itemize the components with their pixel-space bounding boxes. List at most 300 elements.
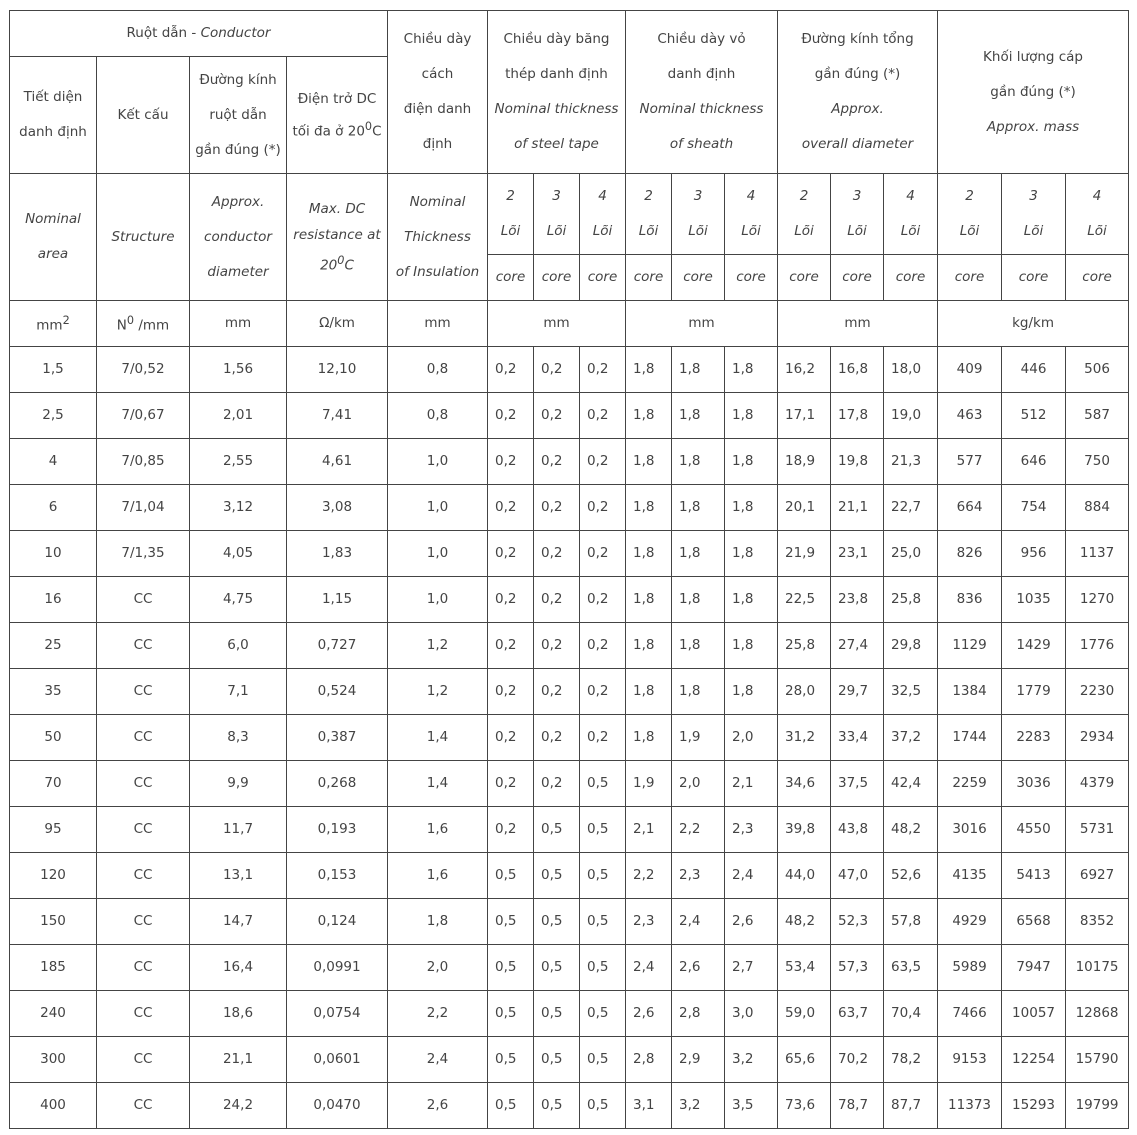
table-row xyxy=(10,623,1129,669)
cell-sheath-2: 1,8 xyxy=(626,439,672,485)
cell-mass-3: 4550 xyxy=(1002,807,1066,853)
cell-mass-2: 826 xyxy=(938,531,1002,577)
cell-sheath-2: 1,8 xyxy=(626,531,672,577)
cell-mass-4: 12868 xyxy=(1066,991,1129,1037)
cell-sheath-2: 2,3 xyxy=(626,899,672,945)
cell-sheath-3: 2,8 xyxy=(672,991,725,1037)
table-row xyxy=(10,485,1129,531)
cell-mass-2: 577 xyxy=(938,439,1002,485)
header-mass: Khối lượng cáp gần đúng (*) Approx. mass xyxy=(938,11,1129,174)
cell-overall-3: 17,8 xyxy=(831,393,884,439)
core-2-mass: 2 Lõi xyxy=(938,174,1002,255)
cell-overall-3: 27,4 xyxy=(831,623,884,669)
cell-insulation: 1,8 xyxy=(388,899,488,945)
cell-area: 185 xyxy=(10,945,97,991)
cell-sheath-4: 2,7 xyxy=(725,945,778,991)
cell-conductor-diameter: 1,56 xyxy=(190,347,287,393)
cell-conductor-diameter: 16,4 xyxy=(190,945,287,991)
cell-sheath-2: 2,8 xyxy=(626,1037,672,1083)
cell-steel-3: 0,2 xyxy=(534,577,580,623)
cell-sheath-2: 1,8 xyxy=(626,623,672,669)
cell-steel-3: 0,5 xyxy=(534,853,580,899)
table-row xyxy=(10,807,1129,853)
cell-overall-2: 73,6 xyxy=(778,1083,831,1129)
cell-steel-4: 0,2 xyxy=(580,531,626,577)
cell-overall-4: 32,5 xyxy=(884,669,938,715)
cell-steel-4: 0,5 xyxy=(580,1083,626,1129)
cell-mass-2: 409 xyxy=(938,347,1002,393)
cell-mass-4: 1270 xyxy=(1066,577,1129,623)
cell-steel-4: 0,2 xyxy=(580,623,626,669)
cell-steel-4: 0,2 xyxy=(580,669,626,715)
cell-area: 16 xyxy=(10,577,97,623)
cell-conductor-diameter: 2,55 xyxy=(190,439,287,485)
cell-structure: CC xyxy=(97,945,190,991)
cell-sheath-4: 3,0 xyxy=(725,991,778,1037)
cell-overall-2: 31,2 xyxy=(778,715,831,761)
cell-sheath-2: 1,8 xyxy=(626,347,672,393)
cell-sheath-3: 2,9 xyxy=(672,1037,725,1083)
cell-sheath-3: 1,8 xyxy=(672,623,725,669)
cell-mass-4: 19799 xyxy=(1066,1083,1129,1129)
core-2-overall-en: core xyxy=(778,255,831,301)
table-row xyxy=(10,945,1129,991)
cell-sheath-4: 2,6 xyxy=(725,899,778,945)
cell-dc-resistance: 0,268 xyxy=(287,761,388,807)
cell-sheath-3: 1,8 xyxy=(672,669,725,715)
cell-overall-2: 18,9 xyxy=(778,439,831,485)
cable-spec-table xyxy=(9,10,1129,1129)
cell-area: 10 xyxy=(10,531,97,577)
cell-overall-2: 59,0 xyxy=(778,991,831,1037)
cell-sheath-3: 2,3 xyxy=(672,853,725,899)
cell-dc-resistance: 0,387 xyxy=(287,715,388,761)
cell-overall-4: 25,8 xyxy=(884,577,938,623)
cell-mass-4: 1776 xyxy=(1066,623,1129,669)
cell-steel-2: 0,2 xyxy=(488,623,534,669)
table-row xyxy=(10,531,1129,577)
cell-steel-2: 0,5 xyxy=(488,991,534,1037)
units-row xyxy=(10,301,1129,347)
table-body xyxy=(10,347,1129,1129)
cell-insulation: 1,4 xyxy=(388,715,488,761)
cell-mass-3: 512 xyxy=(1002,393,1066,439)
cell-steel-3: 0,2 xyxy=(534,347,580,393)
cell-sheath-4: 3,5 xyxy=(725,1083,778,1129)
core-4-overall: 4 Lõi xyxy=(884,174,938,255)
cell-insulation: 1,2 xyxy=(388,669,488,715)
core-4-overall-en: core xyxy=(884,255,938,301)
cell-steel-4: 0,2 xyxy=(580,577,626,623)
cell-conductor-diameter: 21,1 xyxy=(190,1037,287,1083)
table-row xyxy=(10,899,1129,945)
cell-mass-3: 956 xyxy=(1002,531,1066,577)
cell-overall-2: 17,1 xyxy=(778,393,831,439)
cell-steel-3: 0,2 xyxy=(534,531,580,577)
cell-steel-2: 0,5 xyxy=(488,1083,534,1129)
core-4-sheath: 4 Lõi xyxy=(725,174,778,255)
cell-sheath-4: 1,8 xyxy=(725,485,778,531)
cell-overall-3: 47,0 xyxy=(831,853,884,899)
cell-steel-2: 0,2 xyxy=(488,577,534,623)
header-nominal-area-en: Nominal area xyxy=(10,174,97,301)
cell-steel-2: 0,2 xyxy=(488,393,534,439)
cell-steel-3: 0,2 xyxy=(534,623,580,669)
cell-structure: CC xyxy=(97,623,190,669)
cell-mass-2: 1129 xyxy=(938,623,1002,669)
cell-overall-4: 37,2 xyxy=(884,715,938,761)
core-2-steel-en: core xyxy=(488,255,534,301)
header-dc-resistance-en: Max. DC resistance at $20^0C$ xyxy=(287,174,388,301)
header-structure-en: Structure xyxy=(97,174,190,301)
cell-overall-3: 19,8 xyxy=(831,439,884,485)
cell-steel-4: 0,5 xyxy=(580,991,626,1037)
cell-mass-2: 5989 xyxy=(938,945,1002,991)
cell-sheath-3: 1,8 xyxy=(672,577,725,623)
cell-sheath-2: 2,2 xyxy=(626,853,672,899)
cell-mass-2: 664 xyxy=(938,485,1002,531)
cell-overall-3: 43,8 xyxy=(831,807,884,853)
core-4-steel: 4 Lõi xyxy=(580,174,626,255)
cell-dc-resistance: 4,61 xyxy=(287,439,388,485)
cell-steel-2: 0,2 xyxy=(488,485,534,531)
core-2-sheath: 2 Lõi xyxy=(626,174,672,255)
cell-area: 50 xyxy=(10,715,97,761)
cell-mass-4: 10175 xyxy=(1066,945,1129,991)
cell-mass-3: 2283 xyxy=(1002,715,1066,761)
cell-dc-resistance: 0,153 xyxy=(287,853,388,899)
header-steel-tape: Chiều dày băng thép danh định Nominal thickness of steel tape xyxy=(488,11,626,174)
cell-structure: 7/0,67 xyxy=(97,393,190,439)
header-row-group xyxy=(10,11,1129,57)
cell-conductor-diameter: 18,6 xyxy=(190,991,287,1037)
table-row xyxy=(10,1083,1129,1129)
cell-sheath-4: 2,0 xyxy=(725,715,778,761)
cell-conductor-diameter: 4,75 xyxy=(190,577,287,623)
cell-mass-4: 884 xyxy=(1066,485,1129,531)
cell-steel-3: 0,5 xyxy=(534,945,580,991)
table-row xyxy=(10,439,1129,485)
cell-area: 300 xyxy=(10,1037,97,1083)
cell-structure: 7/0,52 xyxy=(97,347,190,393)
cell-steel-4: 0,5 xyxy=(580,853,626,899)
cell-mass-2: 4929 xyxy=(938,899,1002,945)
cell-mass-3: 754 xyxy=(1002,485,1066,531)
core-2-sheath-en: core xyxy=(626,255,672,301)
cell-mass-4: 1137 xyxy=(1066,531,1129,577)
cell-sheath-4: 1,8 xyxy=(725,347,778,393)
cell-insulation: 2,0 xyxy=(388,945,488,991)
cell-dc-resistance: 0,0754 xyxy=(287,991,388,1037)
cell-overall-4: 42,4 xyxy=(884,761,938,807)
cell-mass-4: 15790 xyxy=(1066,1037,1129,1083)
cell-sheath-3: 2,0 xyxy=(672,761,725,807)
cell-mass-4: 8352 xyxy=(1066,899,1129,945)
cell-mass-3: 7947 xyxy=(1002,945,1066,991)
cell-dc-resistance: 3,08 xyxy=(287,485,388,531)
cell-overall-3: 37,5 xyxy=(831,761,884,807)
cell-dc-resistance: 7,41 xyxy=(287,393,388,439)
cell-conductor-diameter: 7,1 xyxy=(190,669,287,715)
cell-structure: CC xyxy=(97,853,190,899)
cell-sheath-2: 1,9 xyxy=(626,761,672,807)
cell-steel-3: 0,2 xyxy=(534,715,580,761)
cell-overall-4: 52,6 xyxy=(884,853,938,899)
cell-structure: CC xyxy=(97,807,190,853)
cell-steel-2: 0,2 xyxy=(488,531,534,577)
table-row xyxy=(10,1037,1129,1083)
cell-sheath-3: 1,8 xyxy=(672,347,725,393)
cell-steel-3: 0,5 xyxy=(534,899,580,945)
cell-steel-2: 0,2 xyxy=(488,807,534,853)
cell-steel-2: 0,2 xyxy=(488,715,534,761)
cell-sheath-4: 1,8 xyxy=(725,669,778,715)
cell-structure: CC xyxy=(97,1083,190,1129)
unit-overall: mm xyxy=(778,301,938,347)
cell-sheath-3: 3,2 xyxy=(672,1083,725,1129)
cell-insulation: 2,4 xyxy=(388,1037,488,1083)
cell-insulation: 1,0 xyxy=(388,485,488,531)
cell-overall-3: 21,1 xyxy=(831,485,884,531)
header-row-en-cores xyxy=(10,174,1129,255)
cell-mass-2: 7466 xyxy=(938,991,1002,1037)
cell-mass-4: 750 xyxy=(1066,439,1129,485)
header-insulation-en: Nominal Thickness of Insulation xyxy=(388,174,488,301)
cell-sheath-3: 2,6 xyxy=(672,945,725,991)
cell-overall-4: 18,0 xyxy=(884,347,938,393)
table-row xyxy=(10,991,1129,1037)
cell-structure: CC xyxy=(97,715,190,761)
cell-mass-3: 10057 xyxy=(1002,991,1066,1037)
cell-mass-2: 9153 xyxy=(938,1037,1002,1083)
header-insulation-vi: Chiều dày cách điện danh định xyxy=(388,11,488,174)
cell-overall-3: 57,3 xyxy=(831,945,884,991)
cell-insulation: 1,6 xyxy=(388,853,488,899)
cell-mass-3: 1035 xyxy=(1002,577,1066,623)
cell-mass-2: 3016 xyxy=(938,807,1002,853)
cell-area: 2,5 xyxy=(10,393,97,439)
cell-insulation: 1,0 xyxy=(388,439,488,485)
cell-overall-2: 25,8 xyxy=(778,623,831,669)
cell-mass-4: 6927 xyxy=(1066,853,1129,899)
cell-overall-2: 22,5 xyxy=(778,577,831,623)
cell-steel-2: 0,2 xyxy=(488,347,534,393)
cell-insulation: 1,0 xyxy=(388,577,488,623)
cell-conductor-diameter: 24,2 xyxy=(190,1083,287,1129)
cell-area: 25 xyxy=(10,623,97,669)
cell-steel-2: 0,2 xyxy=(488,761,534,807)
cell-mass-3: 3036 xyxy=(1002,761,1066,807)
cell-steel-4: 0,5 xyxy=(580,761,626,807)
cell-dc-resistance: 0,0470 xyxy=(287,1083,388,1129)
cell-steel-3: 0,2 xyxy=(534,485,580,531)
cell-steel-3: 0,2 xyxy=(534,439,580,485)
cell-structure: 7/1,04 xyxy=(97,485,190,531)
cell-overall-2: 39,8 xyxy=(778,807,831,853)
cell-sheath-3: 2,2 xyxy=(672,807,725,853)
cell-conductor-diameter: 14,7 xyxy=(190,899,287,945)
cell-steel-4: 0,2 xyxy=(580,393,626,439)
cell-area: 1,5 xyxy=(10,347,97,393)
cell-steel-4: 0,2 xyxy=(580,715,626,761)
cell-overall-3: 16,8 xyxy=(831,347,884,393)
cell-sheath-3: 1,8 xyxy=(672,531,725,577)
table-row xyxy=(10,347,1129,393)
cell-overall-2: 28,0 xyxy=(778,669,831,715)
cell-steel-3: 0,5 xyxy=(534,1083,580,1129)
cell-dc-resistance: 0,193 xyxy=(287,807,388,853)
cell-steel-2: 0,5 xyxy=(488,899,534,945)
cell-sheath-2: 1,8 xyxy=(626,485,672,531)
cell-mass-2: 4135 xyxy=(938,853,1002,899)
cell-steel-4: 0,2 xyxy=(580,439,626,485)
header-overall-diameter: Đường kính tổng gần đúng (*) Approx. overall diameter xyxy=(778,11,938,174)
cell-sheath-2: 2,4 xyxy=(626,945,672,991)
cell-insulation: 2,6 xyxy=(388,1083,488,1129)
cell-conductor-diameter: 3,12 xyxy=(190,485,287,531)
cell-area: 4 xyxy=(10,439,97,485)
cell-mass-4: 2230 xyxy=(1066,669,1129,715)
cell-insulation: 1,2 xyxy=(388,623,488,669)
cell-overall-3: 23,1 xyxy=(831,531,884,577)
cell-overall-3: 52,3 xyxy=(831,899,884,945)
cell-mass-2: 1384 xyxy=(938,669,1002,715)
cell-dc-resistance: 12,10 xyxy=(287,347,388,393)
cell-steel-2: 0,2 xyxy=(488,669,534,715)
cell-dc-resistance: 0,0991 xyxy=(287,945,388,991)
cell-conductor-diameter: 6,0 xyxy=(190,623,287,669)
cell-conductor-diameter: 13,1 xyxy=(190,853,287,899)
cell-overall-2: 65,6 xyxy=(778,1037,831,1083)
cell-overall-4: 63,5 xyxy=(884,945,938,991)
cell-mass-3: 446 xyxy=(1002,347,1066,393)
cell-dc-resistance: 1,83 xyxy=(287,531,388,577)
cell-sheath-4: 1,8 xyxy=(725,393,778,439)
cell-steel-4: 0,2 xyxy=(580,485,626,531)
cell-steel-2: 0,5 xyxy=(488,853,534,899)
core-3-overall-en: core xyxy=(831,255,884,301)
cell-dc-resistance: 0,124 xyxy=(287,899,388,945)
core-4-sheath-en: core xyxy=(725,255,778,301)
core-4-mass: 4 Lõi xyxy=(1066,174,1129,255)
cell-structure: CC xyxy=(97,669,190,715)
cell-overall-2: 20,1 xyxy=(778,485,831,531)
cell-conductor-diameter: 8,3 xyxy=(190,715,287,761)
cell-dc-resistance: 0,0601 xyxy=(287,1037,388,1083)
cell-mass-4: 5731 xyxy=(1066,807,1129,853)
cable-spec-table-container xyxy=(9,10,1129,1129)
cell-sheath-4: 1,8 xyxy=(725,439,778,485)
cell-area: 70 xyxy=(10,761,97,807)
cell-sheath-4: 2,4 xyxy=(725,853,778,899)
cell-steel-4: 0,5 xyxy=(580,899,626,945)
cell-sheath-4: 3,2 xyxy=(725,1037,778,1083)
cell-dc-resistance: 1,15 xyxy=(287,577,388,623)
cell-overall-2: 21,9 xyxy=(778,531,831,577)
cell-steel-4: 0,5 xyxy=(580,807,626,853)
cell-mass-3: 5413 xyxy=(1002,853,1066,899)
cell-overall-4: 19,0 xyxy=(884,393,938,439)
cell-structure: CC xyxy=(97,899,190,945)
cell-area: 150 xyxy=(10,899,97,945)
cell-structure: CC xyxy=(97,991,190,1037)
cell-mass-4: 2934 xyxy=(1066,715,1129,761)
unit-area: $mm^2$ xyxy=(10,301,97,347)
core-3-sheath: 3 Lõi xyxy=(672,174,725,255)
cell-insulation: 1,6 xyxy=(388,807,488,853)
cell-sheath-4: 1,8 xyxy=(725,531,778,577)
cell-overall-3: 78,7 xyxy=(831,1083,884,1129)
cell-overall-4: 57,8 xyxy=(884,899,938,945)
cell-sheath-2: 1,8 xyxy=(626,393,672,439)
cell-mass-3: 646 xyxy=(1002,439,1066,485)
cell-overall-4: 78,2 xyxy=(884,1037,938,1083)
cell-conductor-diameter: 9,9 xyxy=(190,761,287,807)
cell-overall-4: 22,7 xyxy=(884,485,938,531)
cell-conductor-diameter: 4,05 xyxy=(190,531,287,577)
cell-sheath-2: 2,1 xyxy=(626,807,672,853)
cell-dc-resistance: 0,524 xyxy=(287,669,388,715)
cell-mass-3: 1429 xyxy=(1002,623,1066,669)
cell-overall-3: 33,4 xyxy=(831,715,884,761)
core-2-mass-en: core xyxy=(938,255,1002,301)
core-2-steel: 2 Lõi xyxy=(488,174,534,255)
header-dc-resistance-vi: Điện trở DC tối đa ở $20^0C$ xyxy=(287,57,388,174)
unit-mass: kg/km xyxy=(938,301,1129,347)
header-sheath: Chiều dày vỏ danh định Nominal thickness of sheath xyxy=(626,11,778,174)
cell-area: 400 xyxy=(10,1083,97,1129)
unit-structure: $N^0$ /mm xyxy=(97,301,190,347)
cell-mass-4: 587 xyxy=(1066,393,1129,439)
table-row xyxy=(10,715,1129,761)
cell-mass-4: 506 xyxy=(1066,347,1129,393)
cell-steel-3: 0,5 xyxy=(534,807,580,853)
cell-sheath-2: 2,6 xyxy=(626,991,672,1037)
table-row xyxy=(10,577,1129,623)
cell-area: 120 xyxy=(10,853,97,899)
cell-sheath-2: 1,8 xyxy=(626,715,672,761)
cell-insulation: 1,0 xyxy=(388,531,488,577)
header-conductor-diameter-en: Approx. conductor diameter xyxy=(190,174,287,301)
core-3-mass-en: core xyxy=(1002,255,1066,301)
cell-sheath-2: 1,8 xyxy=(626,669,672,715)
cell-sheath-2: 1,8 xyxy=(626,577,672,623)
core-3-mass: 3 Lõi xyxy=(1002,174,1066,255)
cell-mass-3: 1779 xyxy=(1002,669,1066,715)
cell-mass-2: 11373 xyxy=(938,1083,1002,1129)
header-conductor-diameter-vi: Đường kính ruột dẫn gần đúng (*) xyxy=(190,57,287,174)
cell-steel-3: 0,2 xyxy=(534,669,580,715)
cell-sheath-3: 1,8 xyxy=(672,439,725,485)
core-2-overall: 2 Lõi xyxy=(778,174,831,255)
header-structure-vi: Kết cấu xyxy=(97,57,190,174)
header-conductor-group: Ruột dẫn - Conductor xyxy=(10,11,388,57)
core-4-mass-en: core xyxy=(1066,255,1129,301)
cell-mass-2: 2259 xyxy=(938,761,1002,807)
cell-sheath-3: 1,8 xyxy=(672,393,725,439)
cell-overall-2: 48,2 xyxy=(778,899,831,945)
cell-area: 35 xyxy=(10,669,97,715)
cell-overall-4: 70,4 xyxy=(884,991,938,1037)
cell-overall-2: 34,6 xyxy=(778,761,831,807)
cell-steel-4: 0,2 xyxy=(580,347,626,393)
cell-sheath-4: 1,8 xyxy=(725,577,778,623)
cell-structure: CC xyxy=(97,1037,190,1083)
cell-structure: CC xyxy=(97,761,190,807)
cell-steel-2: 0,5 xyxy=(488,1037,534,1083)
cell-sheath-3: 1,9 xyxy=(672,715,725,761)
table-row xyxy=(10,669,1129,715)
